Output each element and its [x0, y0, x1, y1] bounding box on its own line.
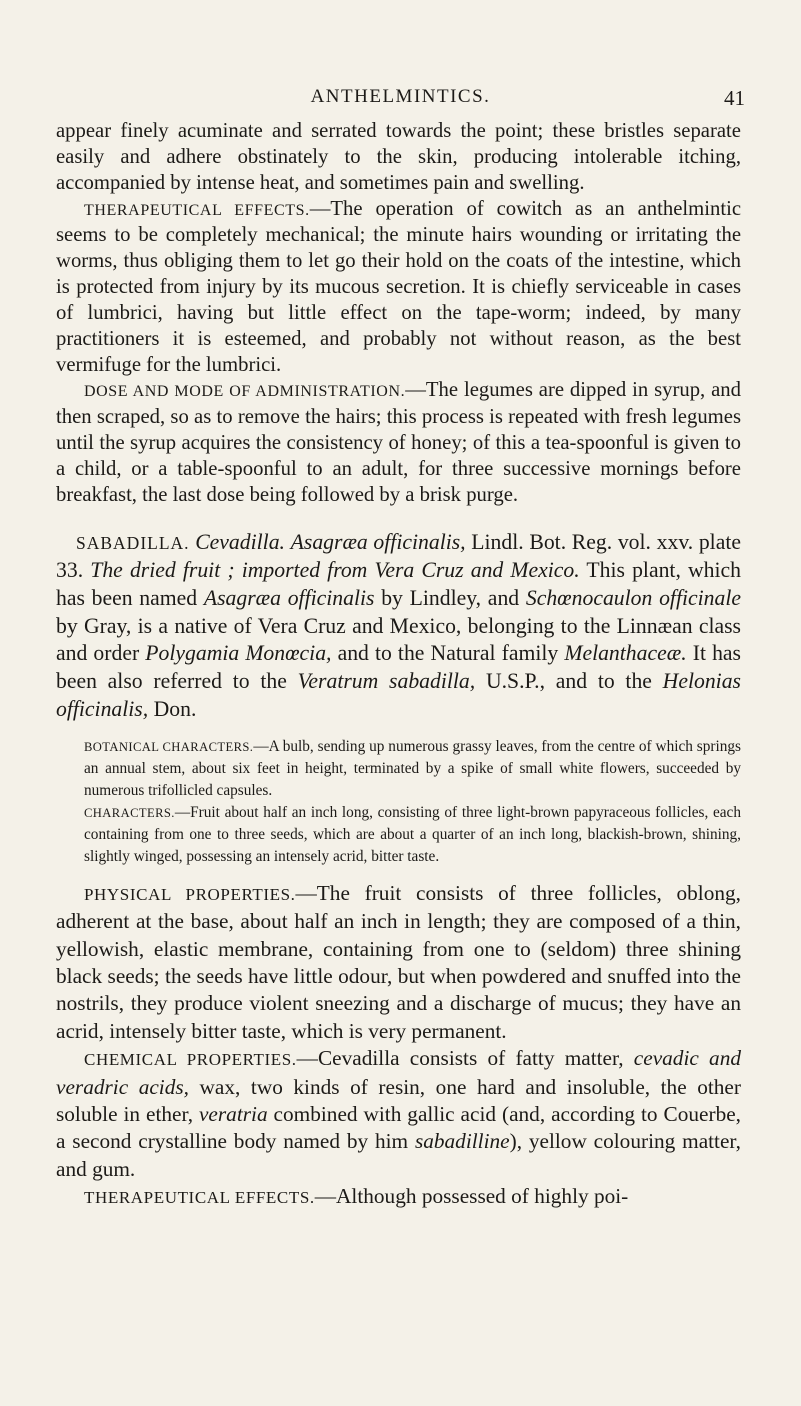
text-fragment: U.S.P., and to the	[475, 669, 663, 694]
text-fragment: Don.	[148, 696, 197, 721]
paragraph-text: —Although possessed of highly poi-	[314, 1184, 629, 1209]
text-fragment: and to the Natural family	[331, 641, 565, 666]
paragraph-chemical-properties	[56, 1045, 741, 1183]
paragraph-text: —The legumes are dipped in syrup, and then scraped, so as to remove the hairs; this process is repeated with fresh legumes until the syrup acquires the consistency of honey; of this a tea-spoonful is given to a child, or a table-spoonful to an adult, for three successive mornings before breakfast, the last dose being followed by a brisk purge.	[56, 379, 741, 506]
synonym-name: Cevadilla.	[195, 529, 285, 554]
section-heading: BOTANICAL CHARACTERS.	[84, 739, 254, 754]
paragraph-physical-properties	[56, 880, 741, 1045]
botanical-name: Asagræa officinalis,	[290, 529, 466, 554]
section-heading: PHYSICAL PROPERTIES.	[84, 884, 296, 904]
text-fragment: by Gray, is a native of Vera Cruz and Mexico, belonging to the Linnæan class and order	[56, 613, 741, 666]
paragraph-bristles	[56, 119, 741, 197]
class-name: Polygamia Monœcia,	[145, 641, 332, 666]
paragraph-therapeutical-effects	[56, 197, 741, 379]
page-number: 41	[724, 86, 745, 110]
paragraph-text: —Fruit about half an inch long, consisting of three light-brown papyraceous follicles, each containing from one to three seeds, which are about a quarter of an inch long, blackish-brown, shining, slightly winged, possessing an intensely acrid, bitter taste.	[84, 803, 741, 866]
paragraph-text: —The fruit consists of three follicles, oblong, adherent at the base, about half an inch in length; they are composed of a thin, yellowish, elastic membrane, containing from one to (seldom) three shining black seeds; the seeds have little odour, but when powdered and snuffed into the nostrils, they produce violent sneezing and a discharge of mucus; they have an acrid, intensely bitter taste, which is very permanent.	[56, 880, 741, 1043]
paragraph-dose	[56, 378, 741, 508]
section-heading: CHARACTERS.	[84, 805, 175, 820]
entry-heading: SABADILLA.	[76, 532, 190, 553]
official-description: The dried fruit ; imported from Vera Cruz and Mexico.	[90, 558, 580, 583]
running-title: ANTHELMINTICS.	[310, 86, 491, 107]
botanical-name: Schœnocaulon officinale	[525, 586, 741, 611]
text-fragment: ), yellow colouring matter, and gum.	[56, 1129, 741, 1181]
paragraph-botanical-characters	[56, 736, 741, 802]
reference-text: Lindl. Bot. Reg. vol. xxv. plate 33.	[56, 529, 741, 583]
paragraph-characters	[56, 802, 741, 868]
text-fragment: It has been also referred to the	[56, 641, 741, 694]
paragraph-therapeutical-effects-2	[56, 1183, 741, 1211]
running-head	[0, 86, 801, 114]
text-fragment: wax, two kinds of resin, one hard and insoluble, the other soluble in ether,	[56, 1074, 741, 1127]
paragraph-text: —The operation of cowitch as an anthelmintic seems to be completely mechanical; the minute hairs wounding or irritating the worms, thus obliging them to let go their hold on the coats of the intestine, which is protected from injury by its mucous secretion. It is chiefly serviceable in cases of lumbrici, having but little effect on the tape-worm; indeed, by many practitioners it is esteemed, and probably not without reason, as the best vermifuge for the lumbrici.	[56, 197, 741, 376]
text-fragment: by Lindley, and	[374, 586, 526, 611]
paragraph-text: appear finely acuminate and serrated towards the point; these bristles separate easily and adhere obstinately to the skin, producing intolerable itching, accompanied by intense heat, and sometimes pain and swelling.	[56, 120, 741, 194]
section-heading: CHEMICAL PROPERTIES.	[84, 1050, 297, 1070]
italic-term: sabadilline	[414, 1129, 510, 1154]
italic-term: veratria	[198, 1102, 268, 1127]
text-fragment: This plant, which has been named	[56, 558, 742, 611]
family-name: Melanthaceæ.	[564, 641, 687, 666]
text-block	[56, 119, 741, 1212]
botanical-name: Asagræa officinalis	[203, 586, 375, 611]
paragraph-text: —A bulb, sending up numerous grassy leaves, from the centre of which springs an annual stem, about six feet in height, terminated by a spike of small white flowers, succeeded by numerous trifollicled capsules.	[84, 737, 741, 799]
italic-term: cevadic and veradric acids,	[56, 1046, 741, 1099]
section-heading: DOSE AND MODE OF ADMINISTRATION.	[84, 383, 406, 401]
text-fragment: combined with gallic acid (and, according to Couerbe, a second crystalline body named by him	[56, 1102, 741, 1154]
paragraph-sabadilla	[56, 529, 741, 724]
text-fragment: —Cevadilla consists of fatty matter,	[296, 1046, 634, 1071]
botanical-name: Veratrum sabadilla,	[297, 669, 476, 694]
botanical-name: Helonias officinalis,	[56, 669, 741, 721]
section-heading: THERAPEUTICAL EFFECTS.	[84, 1188, 315, 1208]
section-heading: THERAPEUTICAL EFFECTS.	[84, 201, 310, 219]
